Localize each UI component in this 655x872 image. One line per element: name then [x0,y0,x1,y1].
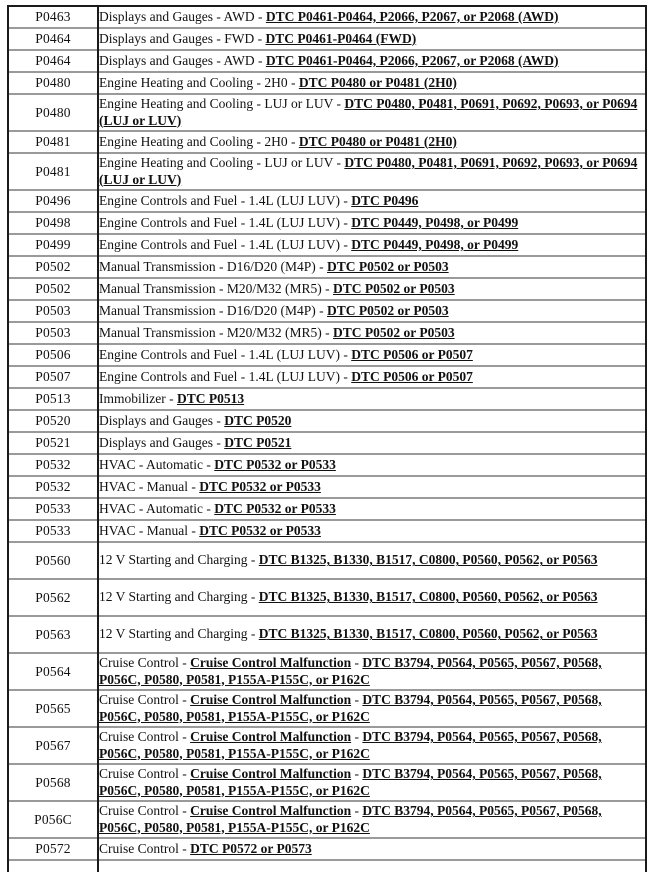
dtc-description-cell [98,860,646,872]
dtc-reference-link-secondary[interactable]: DTC B3794, P0564, P0565, P0567, P0568, P056C, P0580, P0581, P155A-P155C, or P162C [99,729,602,761]
dtc-code-cell: P0502 [8,278,98,300]
description-prefix: Displays and Gauges - FWD - [99,30,266,46]
dtc-code-cell: P0533 [8,520,98,542]
dtc-code-cell: P0481 [8,153,98,190]
dtc-description-cell [98,6,646,28]
dtc-description-cell [98,653,646,690]
table-row [8,278,646,300]
dtc-description-cell [98,520,646,542]
dtc-reference-link[interactable]: Cruise Control Malfunction [190,729,352,744]
dtc-code-cell: P0521 [8,432,98,454]
dtc-code-cell: P0572 [8,838,98,860]
table-row [8,454,646,476]
dtc-reference-link[interactable]: DTC P0496 [351,192,419,208]
dtc-reference-link[interactable]: DTC P0532 or P0533 [199,522,321,538]
dtc-description-cell [98,234,646,256]
dtc-description-cell [98,153,646,190]
table-row [8,234,646,256]
dtc-description-cell [98,256,646,278]
dtc-reference-link[interactable]: Cruise Control Malfunction [190,692,352,707]
dtc-reference-link[interactable]: DTC P0449, P0498, or P0499 [351,214,519,230]
description-prefix: 12 V Starting and Charging - [99,552,259,568]
dtc-reference-link[interactable]: DTC P0480, P0481, P0691, P0692, P0693, or P0694 (LUJ or LUV) [99,155,638,187]
table-row [8,28,646,50]
table-row [8,212,646,234]
table-body [8,6,646,872]
dtc-reference-link-secondary[interactable]: DTC B3794, P0564, P0565, P0567, P0568, P056C, P0580, P0581, P155A-P155C, or P162C [99,803,602,835]
description-prefix: Engine Heating and Cooling - 2H0 - [99,74,299,90]
dtc-code-cell: P0503 [8,322,98,344]
table-row [8,300,646,322]
dtc-code-cell: P0507 [8,366,98,388]
table-row [8,190,646,212]
dtc-code-cell: P0498 [8,212,98,234]
description-prefix: Manual Transmission - D16/D20 (M4P) - [99,302,328,318]
dtc-code-cell: P0502 [8,256,98,278]
table-row [8,410,646,432]
description-prefix: Manual Transmission - D16/D20 (M4P) - [99,258,328,274]
dtc-description-cell [98,764,646,801]
dtc-reference-link-secondary[interactable]: DTC B3794, P0564, P0565, P0567, P0568, P056C, P0580, P0581, P155A-P155C, or P162C [99,655,602,687]
dtc-description-cell [98,476,646,498]
description-prefix: Engine Heating and Cooling - LUJ or LUV - [99,96,345,111]
dtc-code-cell: P0564 [8,653,98,690]
dtc-reference-link[interactable]: DTC P0506 or P0507 [351,346,473,362]
description-prefix: Engine Controls and Fuel - 1.4L (LUJ LUV) - [99,214,352,230]
description-prefix: Engine Controls and Fuel - 1.4L (LUJ LUV) - [99,236,352,252]
dtc-description-cell [98,190,646,212]
description-prefix: Engine Heating and Cooling - LUJ or LUV - [99,155,345,170]
dtc-description-cell [98,498,646,520]
dtc-reference-link[interactable]: Cruise Control Malfunction [190,655,352,670]
dtc-code-cell: P0503 [8,300,98,322]
dtc-reference-link[interactable]: Cruise Control Malfunction [190,803,352,818]
description-prefix: Displays and Gauges - [99,412,225,428]
description-prefix: Cruise Control - [99,766,191,781]
dtc-reference-link[interactable]: DTC P0572 or P0573 [190,840,312,856]
description-prefix: Manual Transmission - M20/M32 (MR5) - [99,280,334,296]
dtc-description-cell [98,344,646,366]
dtc-code-cell: P0565 [8,690,98,727]
dtc-reference-link[interactable]: DTC B1325, B1330, B1517, C0800, P0560, P0562, or P0563 [258,552,598,568]
dtc-reference-link[interactable]: DTC P0532 or P0533 [214,500,336,516]
table-row [8,579,646,616]
dtc-description-cell [98,410,646,432]
dtc-code-cell: P0499 [8,234,98,256]
table-row [8,542,646,579]
table-row [8,322,646,344]
table-row [8,72,646,94]
description-prefix: Engine Controls and Fuel - 1.4L (LUJ LUV) - [99,368,352,384]
description-prefix: Cruise Control - [99,729,191,744]
dtc-description-cell [98,432,646,454]
table-row [8,520,646,542]
table-row [8,727,646,764]
description-prefix: 12 V Starting and Charging - [99,589,259,605]
description-prefix: HVAC - Automatic - [99,500,215,516]
dtc-code-cell: P0567 [8,727,98,764]
dtc-description-cell [98,838,646,860]
dtc-code-cell: P0506 [8,344,98,366]
table-row [8,498,646,520]
dtc-reference-link[interactable]: DTC P0532 or P0533 [214,456,336,472]
dtc-reference-link[interactable]: DTC P0502 or P0503 [327,258,449,274]
dtc-reference-link[interactable]: DTC P0461-P0464, P2066, P2067, or P2068 (AWD) [265,52,559,68]
dtc-code-cell: P0520 [8,410,98,432]
dtc-description-cell [98,28,646,50]
dtc-description-cell [98,50,646,72]
dtc-code-cell: P0464 [8,50,98,72]
dtc-reference-link[interactable]: DTC P0480 or P0481 (2H0) [298,74,457,90]
table-row [8,50,646,72]
dtc-reference-link[interactable]: DTC P0449, P0498, or P0499 [351,236,519,252]
description-prefix: HVAC - Automatic - [99,456,215,472]
dtc-code-cell: P0568 [8,764,98,801]
table-row [8,476,646,498]
description-prefix: Engine Controls and Fuel - 1.4L (LUJ LUV) - [99,346,352,362]
dtc-code-cell: P0532 [8,476,98,498]
description-prefix: HVAC - Manual - [99,478,200,494]
dtc-reference-link[interactable]: DTC P0461-P0464 (FWD) [265,30,417,46]
dtc-reference-link[interactable]: DTC P0502 or P0503 [333,324,455,340]
dtc-reference-link[interactable]: DTC P0502 or P0503 [333,280,455,296]
dtc-code-cell: P0481 [8,131,98,153]
description-separator: - [351,655,363,670]
table-row [8,432,646,454]
table-row [8,838,646,860]
dtc-code-cell: P0562 [8,579,98,616]
dtc-reference-link[interactable]: DTC P0480 or P0481 (2H0) [298,133,457,149]
description-prefix: Cruise Control - [99,840,191,856]
table-row [8,256,646,278]
description-prefix: Displays and Gauges - [99,434,225,450]
dtc-reference-link[interactable]: Cruise Control Malfunction [190,766,352,781]
description-prefix: Engine Heating and Cooling - 2H0 - [99,133,299,149]
dtc-reference-link-secondary[interactable]: DTC B3794, P0564, P0565, P0567, P0568, P056C, P0580, P0581, P155A-P155C, or P162C [99,692,602,724]
dtc-code-cell: P0563 [8,616,98,653]
dtc-reference-link[interactable]: DTC P0480, P0481, P0691, P0692, P0693, or P0694 (LUJ or LUV) [99,96,638,128]
description-prefix: Cruise Control - [99,803,191,818]
dtc-code-cell: P0480 [8,94,98,131]
dtc-description-cell [98,579,646,616]
dtc-reference-link[interactable]: DTC P0461-P0464, P2066, P2067, or P2068 (AWD) [265,8,559,24]
dtc-reference-link[interactable]: DTC B1325, B1330, B1517, C0800, P0560, P0562, or P0563 [258,589,598,605]
table-row [8,94,646,131]
dtc-code-cell: P0463 [8,6,98,28]
description-separator: - [351,803,363,818]
dtc-description-cell [98,454,646,476]
dtc-reference-link[interactable]: DTC P0506 or P0507 [351,368,473,384]
dtc-description-cell [98,278,646,300]
dtc-reference-link[interactable]: DTC P0513 [176,390,245,406]
dtc-code-cell: P0560 [8,542,98,579]
dtc-code-cell: P0513 [8,388,98,410]
dtc-reference-link[interactable]: DTC P0502 or P0503 [327,302,449,318]
table-row-partial [8,860,646,872]
description-prefix: Cruise Control - [99,655,191,670]
dtc-description-cell [98,388,646,410]
dtc-reference-link[interactable]: DTC B1325, B1330, B1517, C0800, P0560, P0562, or P0563 [258,626,598,642]
description-separator: - [351,766,363,781]
description-prefix: HVAC - Manual - [99,522,200,538]
description-prefix: Cruise Control - [99,692,191,707]
dtc-description-cell [98,727,646,764]
dtc-code-cell: P0496 [8,190,98,212]
dtc-description-cell [98,300,646,322]
table-row [8,388,646,410]
dtc-code-cell: P0532 [8,454,98,476]
dtc-reference-table [7,5,647,872]
dtc-code-cell: P0464 [8,28,98,50]
dtc-reference-link[interactable]: DTC P0521 [224,434,292,450]
dtc-description-cell [98,366,646,388]
description-prefix: Manual Transmission - M20/M32 (MR5) - [99,324,334,340]
dtc-description-cell [98,616,646,653]
table-row [8,131,646,153]
table-row [8,344,646,366]
table-row [8,690,646,727]
table-row [8,153,646,190]
table-row [8,653,646,690]
table-row [8,801,646,838]
description-separator: - [351,729,363,744]
table-row [8,616,646,653]
dtc-description-cell [98,94,646,131]
dtc-description-cell [98,690,646,727]
dtc-reference-link[interactable]: DTC P0520 [224,412,292,428]
description-prefix: Engine Controls and Fuel - 1.4L (LUJ LUV) - [99,192,352,208]
dtc-description-cell [98,212,646,234]
dtc-reference-link-secondary[interactable]: DTC B3794, P0564, P0565, P0567, P0568, P056C, P0580, P0581, P155A-P155C, or P162C [99,766,602,798]
dtc-description-cell [98,322,646,344]
description-prefix: Displays and Gauges - AWD - [99,8,266,24]
dtc-code-cell: P0480 [8,72,98,94]
description-separator: - [351,692,363,707]
table-row [8,6,646,28]
dtc-code-cell: P056C [8,801,98,838]
dtc-code-cell [8,860,98,872]
table-row [8,764,646,801]
table-row [8,366,646,388]
dtc-code-cell: P0533 [8,498,98,520]
dtc-description-cell [98,131,646,153]
description-prefix: Immobilizer - [99,390,177,406]
description-prefix: Displays and Gauges - AWD - [99,52,266,68]
dtc-description-cell [98,801,646,838]
dtc-description-cell [98,542,646,579]
description-prefix: 12 V Starting and Charging - [99,626,259,642]
dtc-reference-link[interactable]: DTC P0532 or P0533 [199,478,321,494]
dtc-description-cell [98,72,646,94]
